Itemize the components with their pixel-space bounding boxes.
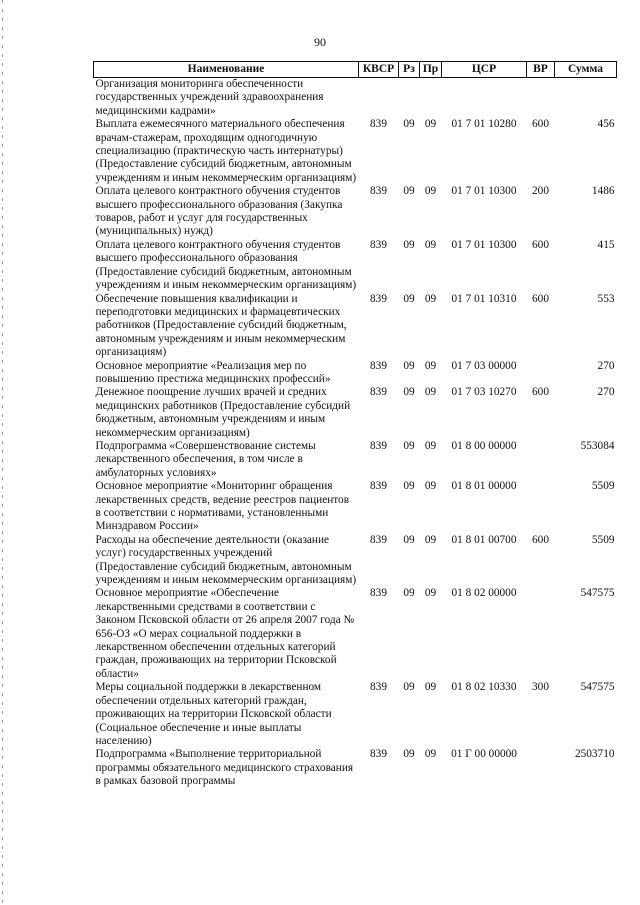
cell-name: Подпрограмма «Выполнение территориальной программы обязательного медицинского страхования в рамках базовой программы (95, 748, 354, 788)
cell-rz: 09 (403, 480, 415, 493)
cell-kvsr (359, 78, 399, 119)
cell-vr (527, 587, 555, 681)
table-row (94, 440, 617, 480)
header-rz: Рз (399, 62, 420, 78)
cell-rz: 09 (403, 292, 415, 305)
cell-csr: 01 7 03 00000 (451, 359, 517, 372)
cell-pr: 09 (424, 439, 437, 452)
cell-vr: 600 (532, 386, 549, 399)
cell-csr: 01 Г 00 00000 (451, 748, 517, 761)
cell-kvsr: 839 (370, 386, 387, 399)
cell-kvsr: 839 (370, 681, 387, 694)
cell-csr: 01 7 01 10310 (451, 292, 517, 305)
cell-kvsr: 839 (370, 238, 387, 251)
cell-name: Денежное поощрение лучших врачей и средних медицинских работников (Предоставление субсидий бюджетным, автономным учреждениям и иным некоммерческим организациям) (95, 386, 351, 439)
cell-pr: 09 (424, 587, 437, 600)
cell-name: Оплата целевого контрактного обучения студентов высшего профессионального образования (Предоставление субсидий бюджетным, автономным учреждениям и иным некоммерческим организациям) (95, 238, 357, 292)
header-vr: ВР (527, 62, 555, 78)
table-body (94, 78, 617, 789)
cell-sum: 547575 (580, 681, 615, 694)
table-row (94, 534, 617, 588)
cell-sum: 456 (597, 118, 615, 131)
cell-kvsr: 839 (370, 480, 387, 493)
cell-pr: 09 (424, 359, 437, 372)
cell-name: Меры социальной поддержки в лекарственном обеспечении отдельных категорий граждан, проживающих на территории Псковской области (Социальное обеспечение и иные выплаты населению) (95, 681, 332, 747)
cell-sum: 1486 (591, 185, 615, 198)
cell-kvsr: 839 (370, 292, 387, 305)
cell-vr: 200 (532, 185, 549, 198)
cell-name: Подпрограмма «Совершенствование системы лекарственного обеспечения, в том числе в амбулаторных условиях» (95, 439, 316, 479)
table-row (94, 587, 617, 681)
budget-table (93, 61, 617, 789)
table-header-row (94, 62, 617, 78)
table-row (94, 360, 617, 387)
cell-vr (527, 440, 555, 480)
cell-rz: 09 (403, 439, 415, 452)
cell-vr: 600 (532, 533, 549, 546)
cell-csr: 01 8 02 00000 (451, 587, 517, 600)
cell-csr: 01 7 01 10300 (451, 238, 517, 251)
cell-name: Выплата ежемесячного материального обеспечения врачам-стажерам, проходящим одногодичную специализацию (практическую часть интернатуры) (Предоставление субсидий бюджетным, автономным учреждениям и иным некоммерческим организациям) (95, 118, 357, 184)
cell-pr: 09 (424, 118, 437, 131)
table-row (94, 386, 617, 440)
cell-name: Расходы на обеспечение деятельности (оказание услуг) государственных учреждений (Предоставление субсидий бюджетным, автономным учреждениям и иным некоммерческим организациям) (95, 533, 357, 587)
cell-csr: 01 8 00 00000 (451, 439, 517, 452)
cell-kvsr: 839 (370, 748, 387, 761)
cell-sum: 5509 (591, 480, 615, 493)
cell-vr: 600 (532, 118, 549, 131)
cell-sum: 270 (597, 359, 615, 372)
cell-csr: 01 8 02 10330 (451, 681, 517, 694)
header-csr: ЦСР (442, 62, 527, 78)
cell-name: Обеспечение повышения квалификации и переподготовки медицинских и фармацевтических работников (Предоставление субсидий бюджетным, автономным учреждениям и иным некоммерческим организациям) (95, 292, 347, 359)
cell-sum: 415 (597, 238, 615, 251)
cell-kvsr: 839 (370, 185, 387, 198)
cell-name: Организация мониторинга обеспеченности государственных учреждений здравоохранения медицинскими кадрами» (95, 78, 324, 117)
cell-name: Оплата целевого контрактного обучения студентов высшего профессионального образования (Закупка товаров, работ и услуг для государственных (муниципальных) нужд) (95, 185, 343, 238)
cell-kvsr: 839 (370, 439, 387, 452)
cell-name: Основное мероприятие «Обеспечение лекарственными средствами в соответствии с Законом Псковской области от 26 апреля 2007 года № 656-ОЗ «О мерах социальной поддержки в лекарственном обеспечении отдельных категорий граждан, проживающих на территории Псковской области» (95, 587, 355, 680)
cell-kvsr: 839 (370, 533, 387, 546)
cell-rz: 09 (403, 185, 415, 198)
cell-pr: 09 (424, 238, 437, 251)
cell-vr (527, 748, 555, 788)
cell-vr (527, 480, 555, 534)
cell-sum: 270 (597, 386, 615, 399)
cell-pr: 09 (424, 748, 437, 761)
cell-kvsr: 839 (370, 587, 387, 600)
scan-edge-line (2, 0, 3, 905)
cell-rz: 09 (403, 681, 415, 694)
cell-kvsr: 839 (370, 359, 387, 372)
cell-pr: 09 (424, 480, 437, 493)
page-number: 90 (314, 35, 326, 49)
header-name: Наименование (94, 62, 359, 78)
cell-csr: 01 7 03 10270 (451, 386, 517, 399)
cell-pr: 09 (424, 292, 437, 305)
table-row (94, 185, 617, 239)
cell-rz: 09 (403, 359, 415, 372)
cell-pr: 09 (424, 185, 437, 198)
cell-sum: 5509 (591, 533, 615, 546)
table-row (94, 748, 617, 788)
cell-sum (555, 78, 617, 119)
cell-vr (527, 78, 555, 119)
table-row (94, 239, 617, 293)
cell-rz: 09 (403, 533, 415, 546)
cell-rz (399, 78, 420, 119)
cell-sum: 2503710 (574, 748, 615, 761)
cell-vr: 300 (532, 681, 549, 694)
cell-vr: 600 (532, 238, 549, 251)
cell-sum: 553084 (580, 439, 615, 452)
cell-pr: 09 (424, 386, 437, 399)
cell-name: Основное мероприятие «Реализация мер по повышению престижа медицинских профессий» (95, 359, 331, 385)
cell-pr (420, 78, 442, 119)
header-kvsr: КВСР (359, 62, 399, 78)
table-row (94, 681, 617, 748)
header-sum: Сумма (555, 62, 617, 78)
cell-sum: 547575 (580, 587, 615, 600)
cell-rz: 09 (403, 587, 415, 600)
cell-csr: 01 8 01 00700 (451, 533, 517, 546)
cell-kvsr: 839 (370, 118, 387, 131)
cell-rz: 09 (403, 238, 415, 251)
cell-rz: 09 (403, 386, 415, 399)
cell-rz: 09 (403, 118, 415, 131)
table-row (94, 480, 617, 534)
cell-name: Основное мероприятие «Мониторинг обращения лекарственных средств, ведение реестров пациентов в соответствии с нормативами, установленными Минздравом России» (95, 480, 350, 533)
table-row (94, 293, 617, 360)
cell-csr: 01 7 01 10280 (451, 118, 517, 131)
cell-pr: 09 (424, 681, 437, 694)
cell-csr: 01 7 01 10300 (451, 185, 517, 198)
header-pr: Пр (420, 62, 442, 78)
cell-csr: 01 8 01 00000 (451, 480, 517, 493)
cell-pr: 09 (424, 533, 437, 546)
cell-csr (442, 78, 527, 119)
cell-sum: 553 (597, 292, 615, 305)
cell-rz: 09 (403, 748, 415, 761)
table-row (94, 78, 617, 119)
table-row (94, 118, 617, 185)
cell-vr: 600 (532, 292, 549, 305)
cell-vr (527, 360, 555, 387)
